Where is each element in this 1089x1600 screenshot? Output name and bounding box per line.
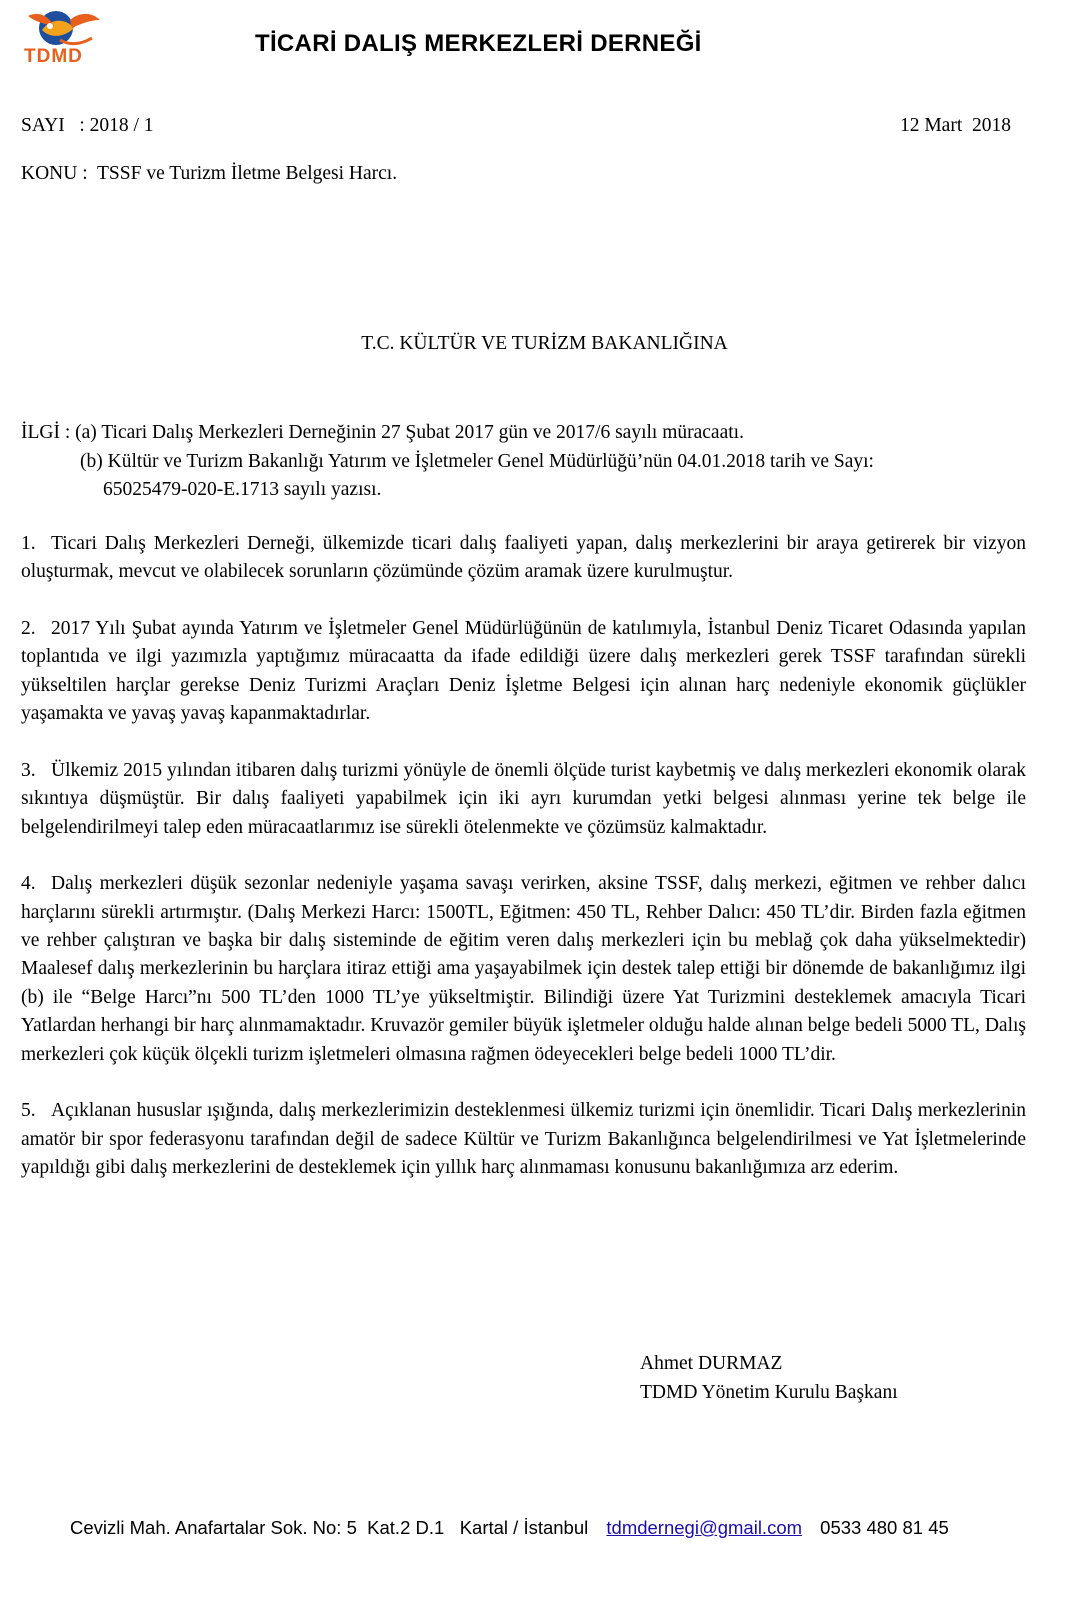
paragraph-text: Ticari Dalış Merkezleri Derneği, ülkemizde ticari dalış faaliyeti yapan, dalış merkezlerini bir araya getirerek bir vizyon oluşturmak, mevcut ve olabilecek sorunların çözümünde çözüm aramak üzere kurulmuştur. bbox=[21, 533, 1026, 583]
footer-address: Cevizli Mah. Anafartalar Sok. No: 5 Kat.2 D.1 Kartal / İstanbul bbox=[70, 1517, 589, 1538]
footer bbox=[70, 1517, 962, 1539]
paragraph bbox=[21, 615, 1026, 729]
letter-date: 12 Mart 2018 bbox=[899, 115, 1011, 136]
signatory-name: Ahmet DURMAZ bbox=[640, 1353, 783, 1374]
signature-block bbox=[640, 1350, 898, 1407]
reference-a: İLGİ : (a) Ticari Dalış Merkezleri Derneğinin 27 Şubat 2017 gün ve 2017/6 sayılı müracaatı. bbox=[21, 422, 744, 443]
footer-email-link[interactable]: tdmdernegi@gmail.com bbox=[606, 1517, 803, 1538]
reference-block bbox=[21, 419, 1031, 505]
paragraph-number: 4. bbox=[21, 873, 36, 895]
paragraph-number: 2. bbox=[21, 618, 36, 639]
organization-title: TİCARİ DALIŞ MERKEZLERİ DERNEĞİ bbox=[255, 30, 702, 57]
paragraph-number: 5. bbox=[21, 1100, 36, 1122]
addressee: T.C. KÜLTÜR VE TURİZM BAKANLIĞINA bbox=[361, 333, 728, 354]
letter-body bbox=[21, 530, 1026, 1211]
paragraph-text: Dalış merkezleri düşük sezonlar nedeniyle yaşama savaşı verirken, aksine TSSF, dalış merkezi, eğitmen ve rehber dalıcı harçlarını sürekli artırmıştır. (Dalış Merkezi Harcı: 1500TL, Eğitmen: 450 TL, Rehber Dalıcı: 450 TL’dir. Birden fazla eğitmen ve rehber çalıştıran ve başka bir dalış sisteminde de eğitim veren dalış merkezleri için bu meblağ çok daha yükselmektedir) Maalesef dalış merkezlerinin bu harçlara itiraz ettiği ama yaşayabilmek için destek talep ettiği bir dönemde de bakanlığımız ilgi (b) ile “Belge Harcı”nı 500 TL’den 1000 TL’ye yükseltmiştir. Bilindiği üzere Yat Turizmini desteklemek amacıyla Ticari Yatlardan herhangi bir harç alınmamaktadır. Kruvazör gemiler büyük işletmeler olduğu halde alınan belge bedeli 5000 TL, Dalış merkezleri çok küçük ölçekli turizm işletmeleri olmasına rağmen ödeyecekleri belge bedeli 1000 TL’dir. bbox=[21, 873, 1026, 1065]
paragraph-text: 2017 Yılı Şubat ayında Yatırım ve İşletmeler Genel Müdürlüğünün de katılımıyla, İstanbul Deniz Ticaret Odasında yapılan toplantıda ve ilgi yazımızla yaptığımız müracaatta da ifade edildiği üzere dalış merkezleri gerek TSSF tarafından sürekli yükseltilen harçlar gerekse Deniz Turizmi Araçları Deniz İşletme Belgesi için alınan harç nedeniyle ekonomik güçlükler yaşamakta ve yavaş yavaş kapanmaktadırlar. bbox=[21, 618, 1026, 725]
footer-phone: 0533 480 81 45 bbox=[820, 1517, 949, 1538]
subject-line: KONU : TSSF ve Turizm İletme Belgesi Harcı. bbox=[21, 163, 398, 184]
paragraph-text: Açıklanan hususlar ışığında, dalış merkezlerimizin desteklenmesi ülkemiz turizmi için önemlidir. Ticari Dalış merkezlerinin amatör bir spor federasyonu tarafından değil de sadece Kültür ve Turizm Bakanlığınca belgelendirilmesi ve Yat İşletmelerinde yapıldığı gibi dalış merkezlerini de desteklemek için yıllık harç alınmaması konusunu bakanlığımıza arz ederim. bbox=[21, 1100, 1026, 1179]
paragraph bbox=[21, 870, 1026, 1069]
logo-text: TDMD bbox=[24, 46, 83, 67]
signatory-title: TDMD Yönetim Kurulu Başkanı bbox=[640, 1381, 898, 1403]
reference-b-continued: 65025479-020-E.1713 sayılı yazısı. bbox=[103, 479, 382, 500]
reference-b: (b) Kültür ve Turizm Bakanlığı Yatırım ve İşletmeler Genel Müdürlüğü’nün 04.01.2018 tarih ve Sayı: bbox=[80, 450, 874, 472]
paragraph-number: 1. bbox=[21, 533, 36, 554]
paragraph bbox=[21, 1097, 1026, 1182]
paragraph-text: Ülkemiz 2015 yılından itibaren dalış turizmi yönüyle de önemli ölçüde turist kaybetmiş ve dalış merkezleri ekonomik olarak sıkıntıya düşmüştür. Bir dalış faaliyeti yapabilmek için iki ayrı kurumdan yetki belgesi alınması yerine tek belge ile belgelendirilmeyi talep eden müracaatlarımız ise sürekli ötelenmekte ve çözümsüz kalmaktadır. bbox=[21, 759, 1026, 838]
paragraph-number: 3. bbox=[21, 759, 36, 781]
reference-number: SAYI : 2018 / 1 bbox=[21, 115, 154, 136]
paragraph bbox=[21, 757, 1026, 842]
paragraph bbox=[21, 530, 1026, 587]
